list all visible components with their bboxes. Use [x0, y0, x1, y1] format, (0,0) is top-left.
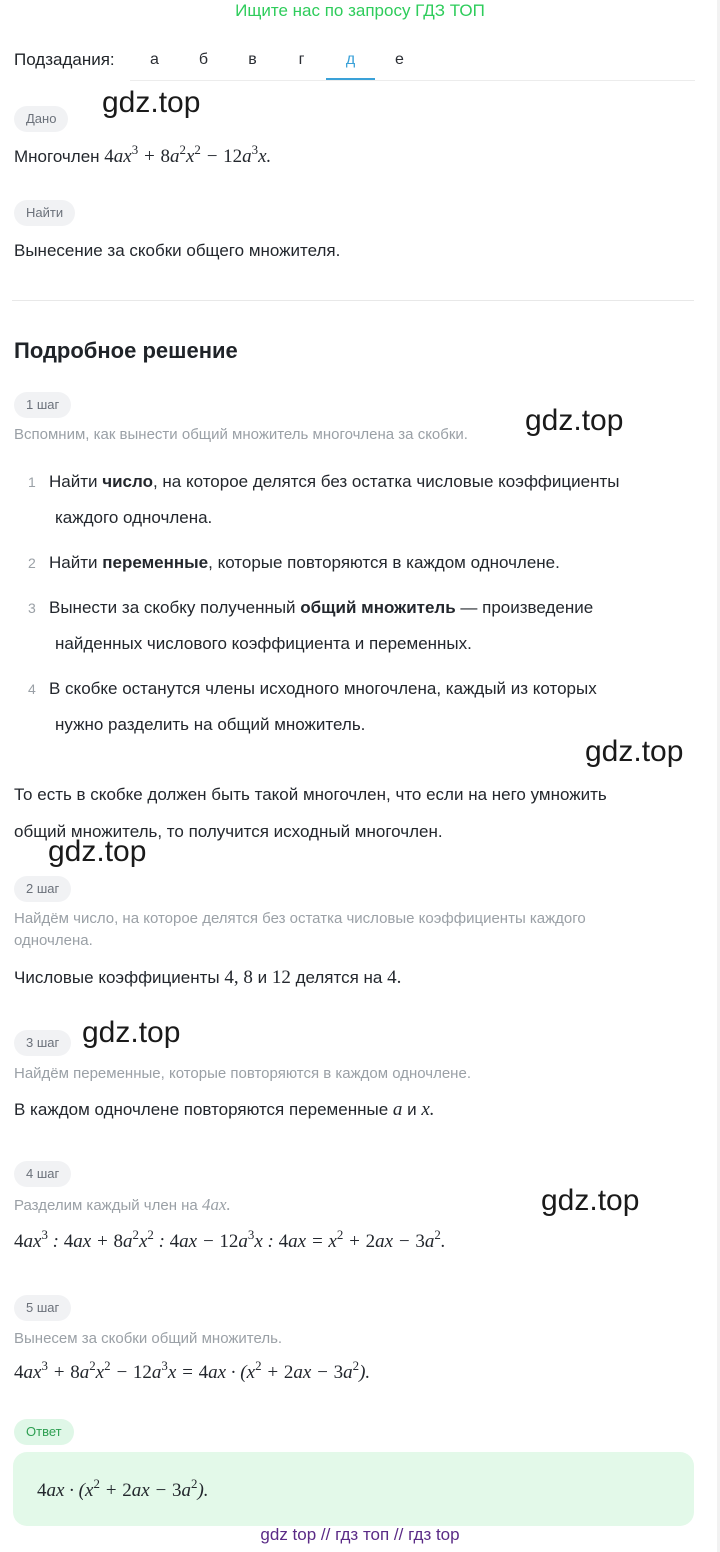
step2-pill-wrap [14, 876, 71, 902]
tab-g[interactable]: г [298, 51, 305, 68]
answer-box [13, 1452, 694, 1526]
step2-text-pre: Числовые коэффициенты [14, 968, 220, 987]
section-divider [12, 300, 694, 301]
watermark: gdz.top [525, 404, 624, 437]
list-item [14, 671, 694, 743]
step3-and: и [407, 1100, 417, 1119]
watermark: gdz.top [48, 835, 147, 868]
watermark: gdz.top [82, 1016, 181, 1049]
list-number: 4 [28, 681, 36, 697]
step5-pill: 5 шаг [14, 1295, 71, 1321]
step5-hint: Вынесем за скобки общий множитель. [14, 1330, 283, 1347]
given-pill: Дано [14, 106, 68, 132]
find-pill-wrap [14, 200, 75, 226]
tab-e[interactable]: е [395, 51, 404, 68]
tab-v[interactable]: в [248, 51, 257, 68]
step4-hint [14, 1194, 231, 1217]
step3-text [14, 1099, 435, 1121]
list-item [14, 545, 694, 581]
step2-mid: делятся на [295, 968, 383, 987]
list-text: В скобке останутся члены исходного многочлена, каждый из которых [49, 679, 597, 698]
step5-pill-wrap [14, 1295, 71, 1321]
list-bold: число [102, 472, 153, 491]
list-bold: общий множитель [300, 598, 456, 617]
list-text: , на которое делятся без остатка числовые коэффициенты [152, 472, 620, 491]
step2-hint [14, 908, 586, 952]
step2-pill: 2 шаг [14, 876, 71, 902]
step3-var-x: x. [421, 1099, 435, 1120]
step2-hint-line2: одночлена. [14, 932, 93, 949]
step4-hint-expr: 4ax. [201, 1195, 231, 1214]
solution-title: Подробное решение [14, 338, 238, 363]
list-text: Найти [49, 553, 103, 572]
footer-links[interactable]: gdz top // гдз топ // гдз top [260, 1525, 460, 1544]
given-prefix: Многочлен [14, 147, 100, 166]
step1-pill-wrap [14, 392, 71, 418]
step2-nums: 4, 8 [224, 967, 253, 988]
list-number: 1 [28, 474, 36, 490]
find-text: Вынесение за скобки общего множителя. [14, 241, 341, 260]
list-text: , которые повторяются в каждом одночлене. [208, 553, 560, 572]
step2-n12: 12 [271, 967, 291, 988]
step4-pill: 4 шаг [14, 1161, 71, 1187]
find-pill: Найти [14, 200, 75, 226]
step3-var-a: a [392, 1099, 403, 1120]
list-item [14, 464, 694, 536]
step3-hint: Найдём переменные, которые повторяются в каждом одночлене. [14, 1065, 471, 1082]
given-pill-wrap [14, 106, 68, 132]
answer-expr: $4ax \cdot (x^2 + 2ax - 3a^2)$. [37, 1476, 209, 1501]
subtasks-label: Подзадания: [14, 50, 115, 69]
given-expr: $4ax^3 + 8a^2x^2 - 12a^3x$. [104, 142, 272, 167]
list-bold: переменные [102, 553, 209, 572]
step2-text [14, 967, 401, 989]
step4-expr: $4ax^3$ : $4ax + 8a^2x^2$ : $4ax - 12a^3x$ : $4ax = x^2 + 2ax - 3a^2$. [14, 1227, 446, 1252]
step2-hint-line1: Найдём число, на которое делятся без остатка числовые коэффициенты каждого [14, 910, 586, 927]
list-text-cont: каждого одночлена. [55, 508, 213, 527]
watermark: gdz.top [541, 1184, 640, 1217]
list-number: 3 [28, 600, 36, 616]
step1-note-line1: То есть в скобке должен быть такой многочлен, что если на него умножить [14, 785, 607, 804]
answer-pill: Ответ [14, 1419, 74, 1445]
step4-hint-pre: Разделим каждый член на [14, 1197, 198, 1214]
step1-note-line2: общий множитель, то получится исходный многочлен. [14, 822, 443, 841]
subtasks-tabs [130, 48, 424, 80]
list-text-cont: найденных числового коэффициента и переменных. [55, 634, 472, 653]
list-number: 2 [28, 555, 36, 571]
watermark: gdz.top [102, 86, 201, 119]
tabs-divider [130, 80, 695, 81]
list-item [14, 590, 694, 662]
tab-a[interactable]: а [150, 51, 159, 68]
step2-n4: 4. [387, 967, 402, 988]
given-text [14, 142, 272, 168]
tab-b[interactable]: б [198, 51, 209, 68]
step1-pill: 1 шаг [14, 392, 71, 418]
list-text: — произведение [455, 598, 594, 617]
step3-text-pre: В каждом одночлене повторяются переменные [14, 1100, 389, 1119]
list-text-cont: нужно разделить на общий множитель. [55, 715, 366, 734]
list-text: Вынести за скобку полученный [49, 598, 301, 617]
step3-pill: 3 шаг [14, 1030, 71, 1056]
step3-pill-wrap [14, 1030, 71, 1056]
answer-pill-wrap [14, 1419, 74, 1445]
search-banner: Ищите нас по запросу ГДЗ ТОП [235, 1, 485, 20]
tab-d-active[interactable]: д [326, 48, 375, 80]
watermark: gdz.top [585, 735, 684, 768]
step1-hint: Вспомним, как вынести общий множитель многочлена за скобки. [14, 426, 468, 443]
list-text: Найти [49, 472, 103, 491]
step4-pill-wrap [14, 1161, 71, 1187]
step2-and: и [257, 968, 268, 987]
step5-expr: $4ax^3 + 8a^2x^2 - 12a^3x = 4ax \cdot (x^2 + 2ax - 3a^2)$. [14, 1358, 371, 1383]
